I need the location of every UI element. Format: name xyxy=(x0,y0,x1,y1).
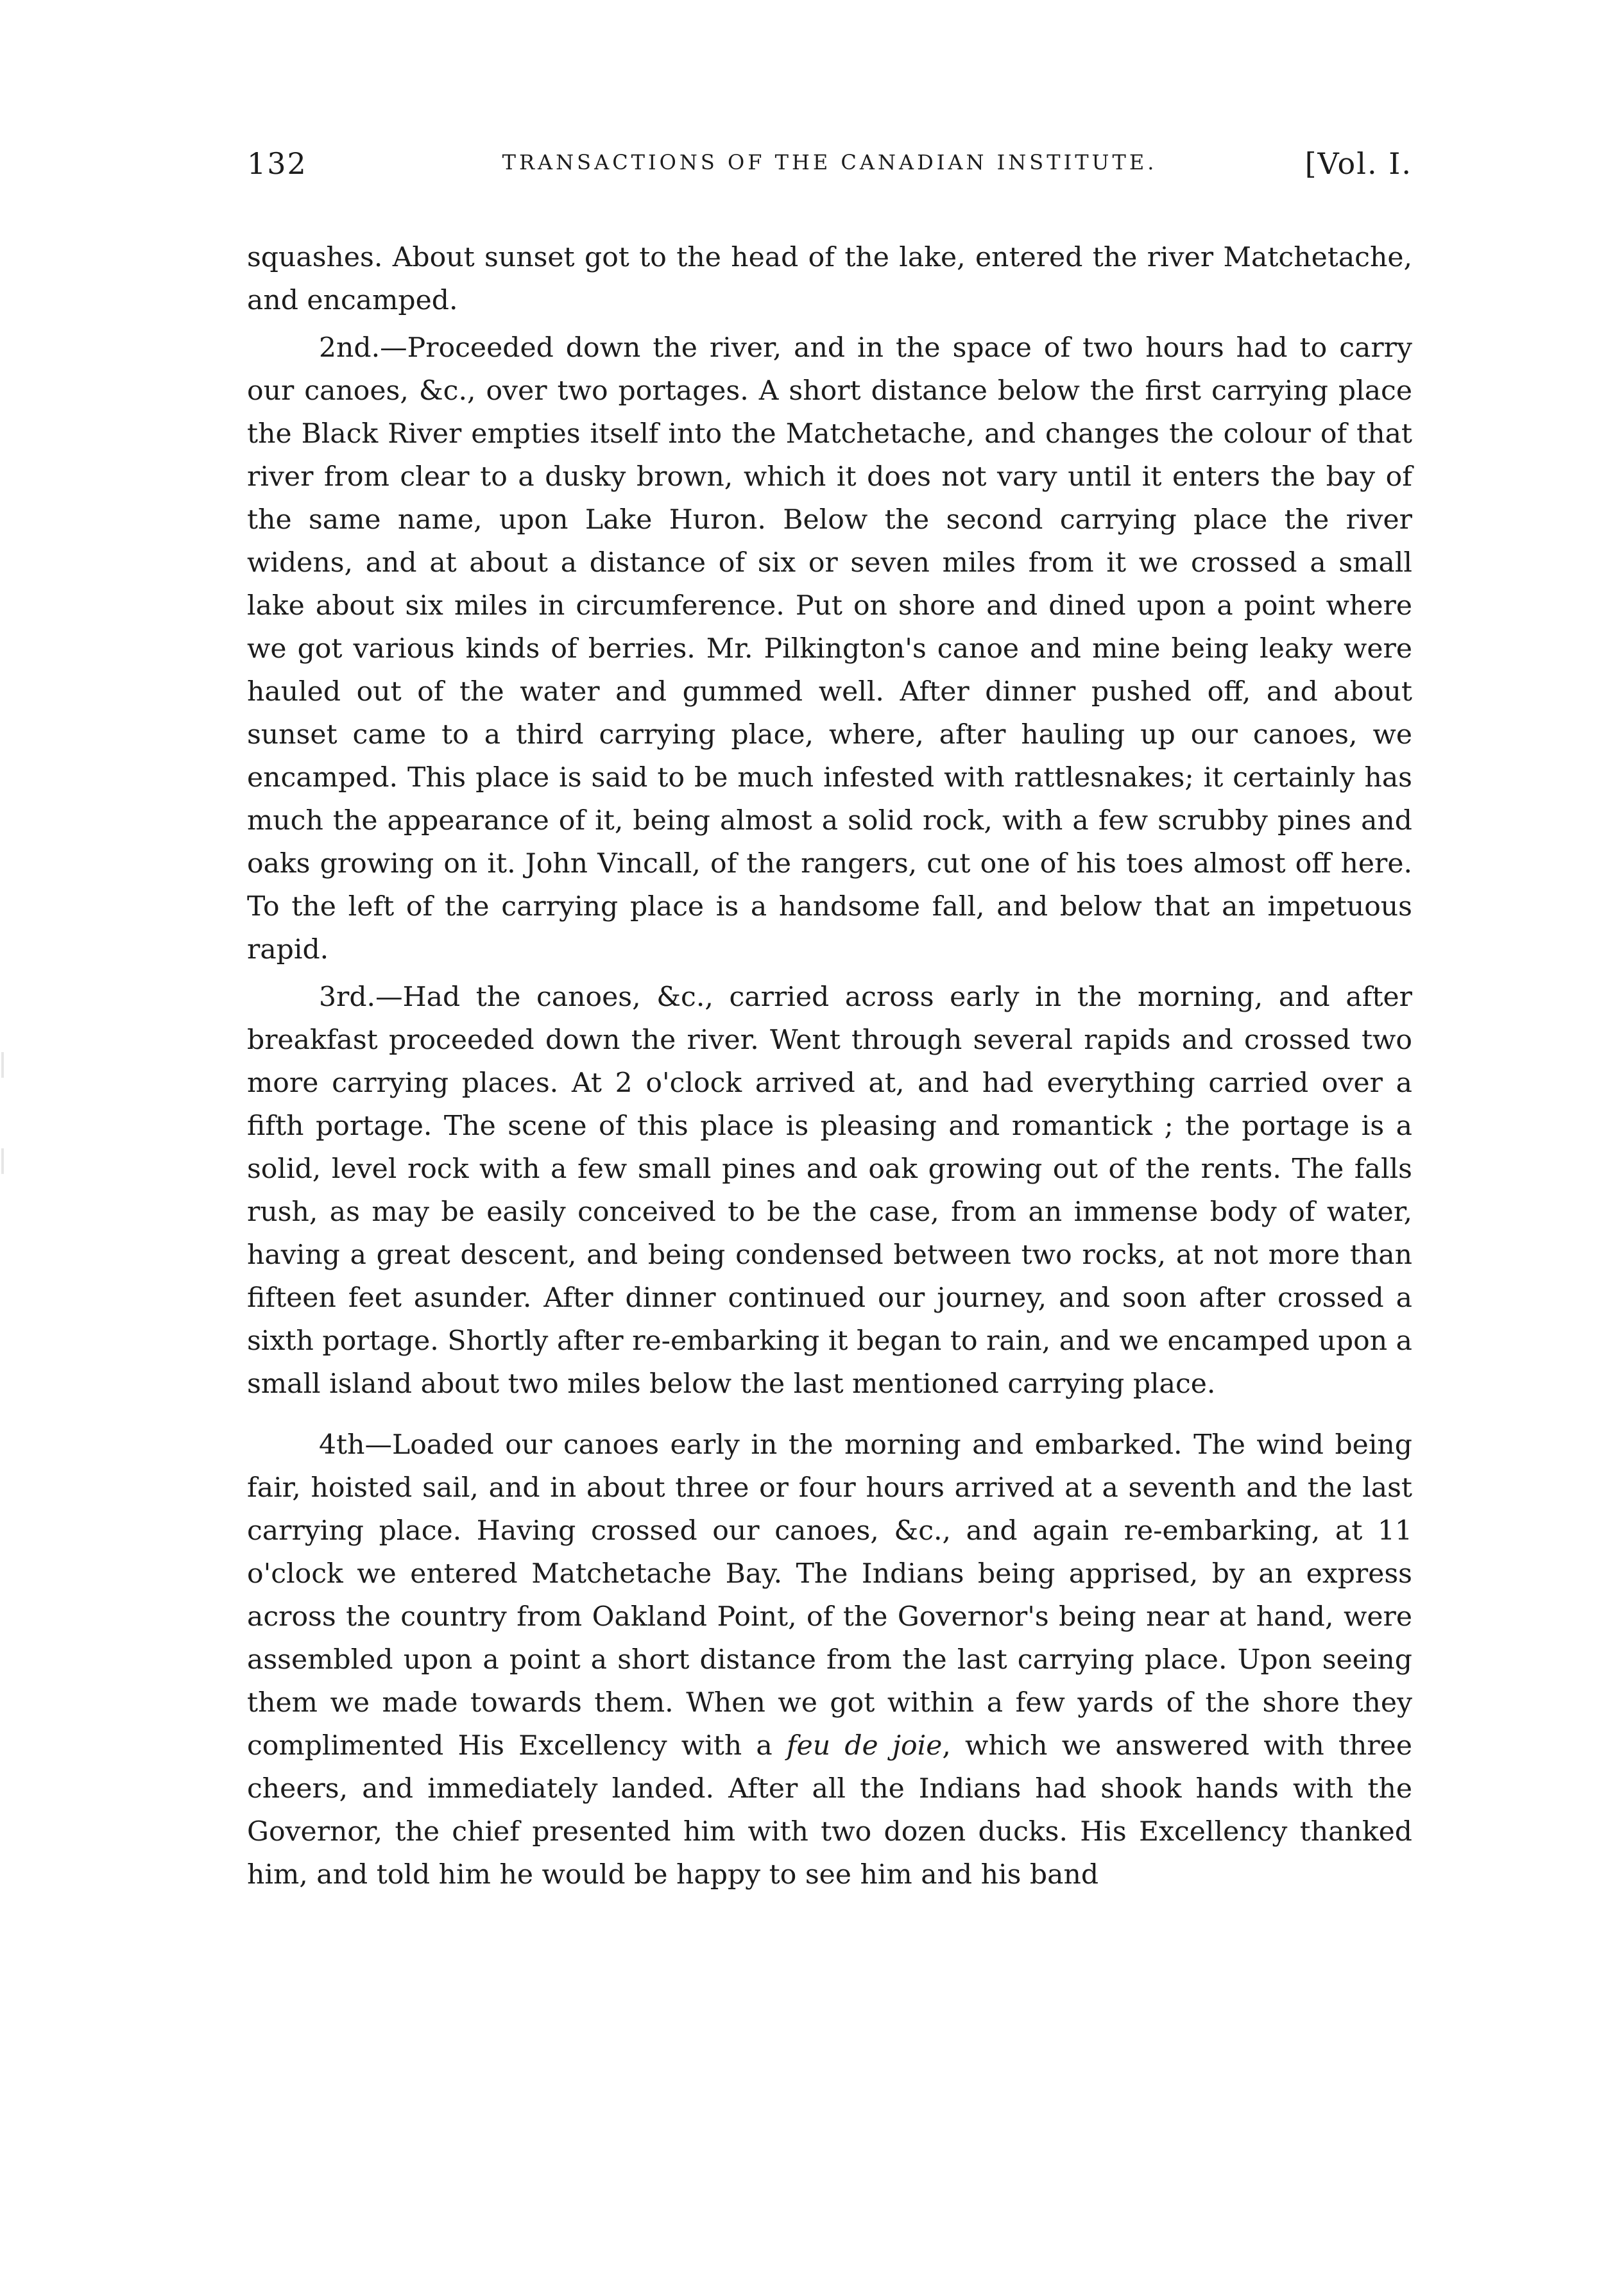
scan-edge-mark xyxy=(1,1148,4,1174)
paragraph-4th-text-end: , which we answered with three cheers, and immediately landed. After all the Indians had shook hands with the Governor, the chief presented him with two dozen ducks. His Excellency thanked him, and told him he would be happy to see him and his band xyxy=(247,1730,1412,1891)
scan-edge-mark xyxy=(1,1052,4,1078)
body-text xyxy=(247,236,1412,1896)
running-head: TRANSACTIONS OF THE CANADIAN INSTITUTE. xyxy=(502,150,1158,174)
page-number: 132 xyxy=(247,146,307,181)
paragraph-4th-text: 4th—Loaded our canoes early in the morning and embarked. The wind being fair, hoisted sail, and in about three or four hours arrived at a seventh and the last carrying place. Having crossed our canoes, &c., and again re-embarking, at 11 o'clock we entered Matchetache Bay. The Indians being apprised, by an express across the country from Oakland Point, of the Governor's being near at hand, were assembled upon a point a short distance from the last carrying place. Upon seeing them we made towards them. When we got within a few yards of the shore they complimented His Excellency with a xyxy=(247,1429,1412,1762)
paragraph-2nd: 2nd.—Proceeded down the river, and in the space of two hours had to carry our canoes, &c., over two portages. A short distance below the first carrying place the Black River empties itself into the Matchetache, and changes the colour of that river from clear to a dusky brown, which it does not vary until it enters the bay of the same name, upon Lake Huron. Below the second carrying place the river widens, and at about a distance of six or seven miles from it we crossed a small lake about six miles in circumference. Put on shore and dined upon a point where we got various kinds of berries. Mr. Pilkington's canoe and mine being leaky were hauled out of the water and gummed well. After dinner pushed off, and about sunset came to a third carrying place, where, after hauling up our canoes, we encamped. This place is said to be much infested with rattlesnakes; it certainly has much the appearance of it, being almost a solid rock, with a few scrubby pines and oaks growing on it. John Vincall, of the rangers, cut one of his toes almost off here. To the left of the carrying place is a handsome fall, and below that an impetuous rapid. xyxy=(247,332,1412,965)
paragraph-3rd: 3rd.—Had the canoes, &c., carried across early in the morning, and after breakfast proceeded down the river. Went through several rapids and crossed two more carrying places. At 2 o'clock arrived at, and had everything carried over a fifth portage. The scene of this place is pleasing and romantick ; the portage is a solid, level rock with a few small pines and oak growing out of the rents. The falls rush, as may be easily conceived to be the case, from an immense body of water, having a great descent, and being condensed between two rocks, at not more than fifteen feet asunder. After dinner continued our journey, and soon after crossed a sixth portage. Shortly after re-embarking it began to rain, and we encamped upon a small island about two miles below the last mentioned carrying place. xyxy=(247,982,1412,1400)
page-header xyxy=(247,146,1412,191)
paragraph-4th xyxy=(247,1424,1412,1896)
italic-phrase: feu de joie xyxy=(786,1730,943,1762)
paragraph-continuation: squashes. About sunset got to the head of the lake, entered the river Matchetache, and encamped. xyxy=(247,242,1412,316)
volume-label: [Vol. I. xyxy=(1304,146,1412,181)
